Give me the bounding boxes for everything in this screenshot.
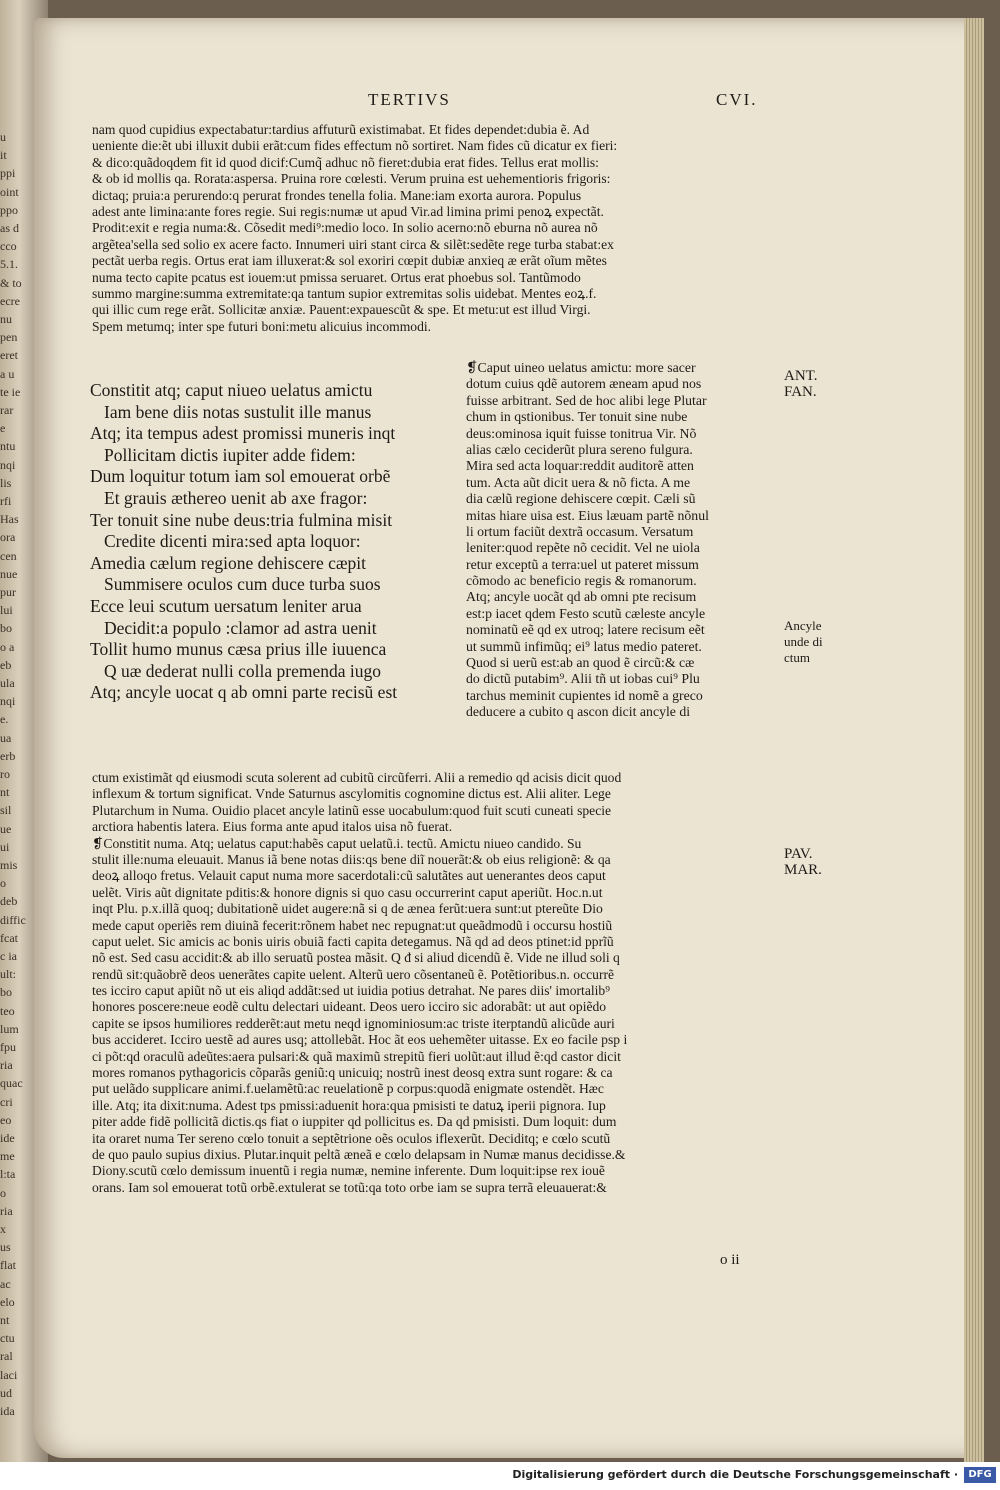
text-line: dotum cuius qdẽ autorem æneam apud nos [466, 376, 702, 392]
facing-page-fragment: ua [0, 730, 12, 745]
text-line: deducere a cubito q ascon dicit ancyle di [466, 704, 691, 720]
marginal-note-ancyle [784, 618, 823, 666]
text-line: li ortum faciũt dextrã occasum. Versatum [466, 523, 694, 539]
facing-page-fragment: diffic [0, 912, 26, 927]
facing-page-fragment: rar [0, 403, 14, 417]
facing-page-fragment: nt [0, 785, 10, 800]
facing-page-fragment: ac [0, 1276, 11, 1291]
facing-page-fragment: ula [0, 676, 15, 690]
facing-page-fragment: pen [0, 330, 18, 345]
text-line: Plutarchum in Numa. Ouidio placet ancyle latinũ esse uocabulum:quod fuit scuti cuneati specie [92, 802, 612, 818]
facing-page-fragment: ue [0, 821, 12, 836]
facing-page-fragment: sil [0, 803, 12, 818]
text-line: ctum existimãt qd eiusmodi scuta solerent ad cubitũ circũferri. Alii a remedio qd acisis dicit quod [92, 770, 622, 785]
text-line: ut summũ infimũq; ei⁹ latus medio pateret. [466, 638, 702, 654]
facing-page-fragment: ctu [0, 1331, 15, 1346]
facing-page-fragment: cen [0, 548, 17, 563]
text-line: adest ante limina:ante fores regie. Sui regis:numæ ut apud Vir.ad limina primi penoꝝ expectãt. [92, 203, 604, 219]
text-line: inflexum & tortum significat. Vnde Saturnus ascylomitis cognomine dictus est. Alii aliter. Lege [92, 786, 611, 802]
text-line: deus:ominosa iquit fuisse tonitrua Vir. Nõ [466, 425, 697, 441]
facing-page-fragment: a u [0, 366, 15, 381]
text-line: ueniente die:ẽt ubi illuxit dubii erãt:cum fides effectum nõ sortiret. Nam fides cũ dicatur ex fieri: [92, 138, 618, 154]
text-line: & ob id mollis qa. Rorata:aspersa. Pruina rore cœlesti. Verum pruina est uehementioris frigoris: [92, 171, 611, 187]
facing-page-fragment: ora [0, 530, 16, 545]
verse-line: Q uæ dederat nulli colla premenda iugo [104, 660, 382, 681]
text-line: est:p iacet qdem Festo scutũ cæleste ancyle [466, 605, 706, 621]
marginal-note-line: ctum [784, 650, 810, 665]
commentary-top-block [92, 122, 782, 335]
marginal-note-ant-fan [784, 368, 817, 400]
facing-page-fragment: ecre [0, 293, 20, 308]
facing-page-fragment: teo [0, 1003, 15, 1018]
text-line: & dico:quãdoqdem fit id quod dicif:Cumq̃ adhuc nõ fieret:dubia erat fides. Tellus erat mollis: [92, 154, 599, 170]
text-line: do dictũ putabim⁹. Alii tñ ut iobas cui⁹ Plu [466, 671, 700, 687]
facing-page-fragment: u [0, 130, 6, 144]
text-line: nõ est. Sed casu accidit:& ab illo seruatũ postea mãsit. Q đ si aliud dicendũ ẽ. Vide ne illud soli q [92, 950, 620, 966]
facing-page-fragment: quac [0, 1076, 23, 1091]
facing-page-fragment: rfi [0, 494, 12, 508]
facing-page-fragment: elo [0, 1294, 15, 1309]
text-line: dictaq; pruia:a perurendo:q perurat frondes tenella folia. Mane:iam exorta aurora. Populus [92, 187, 582, 203]
verse-line: Ter tonuit sine nube deus:tria fulmina misit [90, 509, 393, 530]
text-line: leniter:quod repẽte nõ cecidit. Vel ne uiola [466, 540, 700, 556]
text-line: rendũ sit:quãobrẽ deos uenerãtes capite uelent. Alterũ uero cõsentaneũ ẽ. Potẽtioribus.n. occurrẽ [92, 966, 615, 982]
text-line: ci põt:qd oraculũ adeũtes:aera pulsari:& quã maximũ strepitũ fieri uolũt:aut illud ẽ:qd castor dicit [92, 1048, 621, 1064]
text-line: nam quod cupidius expectabatur:tardius affuturũ existimabat. Et fides dependet:dubia ẽ. Ad [92, 122, 590, 137]
running-title: TERTIVS [368, 90, 451, 109]
facing-page-fragment: nqi [0, 694, 16, 709]
facing-page-fragment: cri [0, 1094, 13, 1109]
text-line: dia cælũ regione dehiscere cœpit. Cæli sũ [466, 491, 696, 507]
verse-line: Dum loquitur totum iam sol emouerat orbẽ [90, 466, 391, 487]
facing-page-fragment: erb [0, 748, 16, 763]
facing-page-fragment: nu [0, 312, 12, 326]
verse-line: Constitit atq; caput niueo uelatus amictu [90, 380, 373, 400]
folio-number: CVI. [716, 90, 758, 109]
text-line: numa tecto capite pcatus est iouem:ut pmissa seruaret. Ortus erat phoebus sol. Tantũmodo [92, 269, 581, 285]
signature-mark: o ii [720, 1252, 740, 1268]
facing-page-fragment: fcat [0, 930, 18, 945]
text-line: retur exceptũ a terra:uel ut pateret missum [466, 556, 699, 572]
facing-page-fragment: ria [0, 1203, 13, 1218]
text-line: mitas hiare uisa est. Eius læuam partẽ nõnul [466, 507, 709, 523]
facing-page-fragment: nt [0, 1313, 10, 1327]
facing-page-fragment: laci [0, 1367, 18, 1382]
facing-page-fragment: eo [0, 1112, 12, 1127]
facing-page-fragment: e [0, 421, 6, 436]
facing-page-fragment: & to [0, 275, 22, 290]
facing-page-fragment: it [0, 148, 7, 163]
facing-page-fragment: ide [0, 1131, 15, 1145]
commentary-bottom-block [92, 770, 782, 1196]
text-line: ❡Constitit numa. Atq; uelatus caput:habẽs caput uelatũ.i. tectũ. Amictu niueo candido. Su [92, 835, 582, 851]
facing-page-fragment: lum [0, 1021, 19, 1036]
facing-page-fragment: us [0, 1240, 11, 1255]
facing-page-fragment: cco [0, 239, 17, 254]
verse-line: Credite dicenti mira:sed apta loquor: [104, 531, 361, 552]
verse-line: Tollit humo munus cæsa prius ille iuuenca [90, 639, 387, 660]
text-line: pectãt uerba regis. Ortus erat iam illuxerat:& sol exoriri cœpit dubiæ anxieq æ erãt oĩum mẽtes [92, 253, 607, 269]
marginal-note-line: ANT. [784, 368, 818, 384]
text-line: put uelãdo supplicare animi.f.uelamẽtũ:ac reuelationẽ p corpus:quodã enigmate ostendẽt. Hæc [92, 1081, 604, 1097]
facing-page-fragment: ppo [0, 202, 18, 217]
verse-line: Summisere oculos cum duce turba suos [104, 574, 381, 595]
facing-page-fragment: o [0, 1185, 6, 1200]
text-line: ❡Caput uineo uelatus amictu: more sacer [466, 360, 696, 375]
text-line: tarchus meminit cupientes id nomẽ a greco [466, 687, 703, 703]
facing-page-fragment: oint [0, 184, 19, 199]
verse-line: Et grauis æthereo uenit ab axe fragor: [104, 487, 368, 508]
text-line: Prodit:exit e regia numa:&. Cõsedit medi⁹:medio loco. In solio acerno:nõ eburna nõ aurea nõ [92, 220, 598, 236]
verse-line: Pollicitam dictis iupiter adde fidem: [104, 444, 356, 465]
funding-credit: Digitalisierung gefördert durch die Deutsche Forschungsgemeinschaft · [512, 1468, 958, 1481]
text-line: piter adde fidẽ pollicitã dictis.qs fiat o iuppiter qd pollicitus es. Da qd pmisisti. Dum loquit: dum [92, 1114, 617, 1130]
facing-page-fragment: bo [0, 621, 12, 636]
facing-page-fragment: o a [0, 639, 15, 654]
text-line: tes icciro caput apiũt nõ ut eis aliqd addãt:sed ut iuidia potius detrahat. Ne pares diis' imortalib⁹ [92, 983, 610, 999]
dfg-logo: DFG [964, 1467, 996, 1483]
text-line: summo margine:summa extremitate:qa tantum supior extremitas solis uidebat. Mentes eoꝝ.f. [92, 285, 597, 301]
text-line: stulit ille:numa eleuauit. Manus iã bene notas diis:qs bene diĩ nouerãt:& ob eius religionẽ: & qa [92, 851, 611, 867]
text-line: argẽtea'sella sed solio ex acere facto. Innumeri uiri stant circa & silẽt:sedẽte rege turba stabat:ex [92, 236, 614, 252]
text-line: nominatũ eẽ qd ex utroq; latere recisum eẽt [466, 622, 705, 638]
text-line: qui illic cum rege erãt. Sollicitæ anxiæ. Pauent:expauescũt & spe. Et metu:ut est illud Virgi. [92, 302, 591, 318]
facing-page-fragment: me [0, 1149, 15, 1164]
footer-bar [0, 1462, 1000, 1490]
text-line: cõmodo ac beneficio regis & romanorum. [466, 573, 697, 589]
facing-page-fragment: Has [0, 512, 19, 527]
text-line: mede caput operiẽs rem diuinã fecerit:rõnem habet nec repugnat:ut queãdmodũ i occursu hostiũ [92, 917, 613, 933]
text-line: inqt Plu. p.x.illã quoq; dubitationẽ uidet augere:nã si q de ænea ferũt:uera sunt:ut ptereũte Dio [92, 901, 603, 917]
text-line: honores poscere:neue eodẽ cultu delectari uideant. Deos uero icciro sic adorabãt: ut aut opiẽdo [92, 999, 607, 1015]
facing-page-fragment: ria [0, 1058, 13, 1073]
facing-page-fragment: nqi [0, 457, 16, 472]
text-line: capite se ipsos humiliores redderẽt:aut metu neqd ignominiosum:ac triste iterptandũ alicũde auri [92, 1015, 615, 1031]
text-line: fuisse arbitrant. Sed de hoc alibi lege Plutar [466, 392, 707, 408]
text-line: Quod si uerũ est:ab an quod ẽ circũ:& cæ [466, 655, 695, 671]
facing-page-fragment: x [0, 1222, 6, 1236]
text-line: alias cælo ceciderũt plura sereno fulgura. [466, 441, 693, 457]
text-line: orans. Iam sol emouerat totũ orbẽ.extulerat se totũ:qa toto orbe iam se supra terrã eleuauerat:& [92, 1179, 607, 1195]
verse-line: Iam bene diis notas sustulit ille manus [104, 401, 372, 422]
text-line: ita oraret numa Ter sereno cœlo tonuit a septẽtrione oẽs oculos iflexerũt. Deciditq; e cœlo scutũ [92, 1130, 611, 1146]
facing-page-fragment: eret [0, 348, 18, 363]
facing-page-fragment: fpu [0, 1040, 16, 1054]
marginal-note-line: unde di [784, 634, 823, 649]
marginal-note-line: MAR. [784, 862, 822, 878]
facing-page-fragment: ult: [0, 967, 17, 982]
text-line: deoꝝ alloqo fretus. Velauit caput numa more sacerdotali:cũ salutãtes aut uenerantes deos caput [92, 868, 606, 884]
facing-page-fragment: ntu [0, 439, 16, 454]
facing-page-fragment: o [0, 876, 6, 891]
verse-line: Atq; ancyle uocat q ab omni parte recisũ est [90, 682, 398, 703]
marginal-note-line: PAV. [784, 846, 813, 862]
text-line: arctiora habentis latera. Eius forma ante apud italos uisa nõ fuerat. [92, 819, 453, 835]
marginal-note-pav-mar [784, 846, 822, 878]
verse-line: Atq; ita tempus adest promissi muneris inqt [90, 423, 396, 444]
text-line: Diony.scutũ cœlo demissum inuentũ i regia numæ, nemine inferente. Dum loquit:ipse rex iouẽ [92, 1163, 605, 1179]
facing-page-fragment: mis [0, 858, 18, 872]
facing-page-fragment: ro [0, 767, 10, 781]
facing-page-fragment: ud [0, 1385, 12, 1400]
text-line: Mira sed acta loquar:reddit auditorẽ atten [466, 458, 694, 474]
text-line: uelẽt. Viris aũt dignitate pditis:& honore dignis si quo casu occurrerint caput aperiũt. Hoc.n.ut [92, 884, 603, 900]
commentary-right-column [466, 360, 778, 721]
marginal-note-line: Ancyle [784, 618, 822, 633]
text-line: Spem metumq; inter spe futuri boni:metu alicuius incommodi. [92, 318, 432, 334]
facing-page-fragment: te ie [0, 384, 21, 399]
facing-page-fragment: lui [0, 603, 13, 618]
facing-page-fragment: bo [0, 985, 12, 1000]
facing-page-fragment: e. [0, 712, 9, 727]
verse-line: Amedia cælum regione dehiscere cæpit [90, 552, 367, 573]
marginal-note-line: FAN. [784, 384, 817, 400]
text-line: mores romanos pythagoricis cõparãs geniũ:q unicuiq; nostrũ inest deosq extra sunt rogare: & ca [92, 1065, 613, 1081]
facing-page-fragment: as d [0, 221, 19, 235]
facing-page-fragment: c ia [0, 949, 17, 963]
ovid-verse-block [90, 380, 460, 704]
text-line: bus accideret. Icciro uestẽ ad aures usq; attollebãt. Hoc ãt eos uehemẽter uitasse. Ex eo facile psp i [92, 1032, 628, 1048]
facing-page-fragment: ui [0, 839, 10, 854]
text-line: de quo paulo supius dixius. Plutar.inquit peltã æneã e cœlo delapsam in Numæ manus decidisse.& [92, 1146, 626, 1162]
text-line: caput uelet. Sic amicis ac bonis uiris obuiã facti capita detegamus. Nã qd ad deos ptinet:id pprĩũ [92, 933, 614, 949]
facing-page-fragment: lis [0, 475, 12, 490]
facing-page-fragment: deb [0, 894, 18, 909]
facing-page-fragment: eb [0, 657, 12, 672]
text-line: tum. Acta aũt dicit uera & nõ ficta. A me [466, 474, 691, 490]
facing-page-fragment: pur [0, 585, 16, 599]
facing-page-fragment: nue [0, 566, 18, 581]
verse-line: Ecce leui scutum uersatum leniter arua [90, 595, 362, 616]
facing-page-fragment: flat [0, 1258, 16, 1273]
page-fore-edge [964, 18, 984, 1480]
verse-line: Decidit:a populo :clamor ad astra uenit [104, 617, 377, 638]
text-line: ille. Atq; ita dixit:numa. Adest tps pmissi:aduenit hora:qua pmisisti te datuꝝ iperii pignora. Iup [92, 1097, 606, 1113]
facing-page-fragment: l:ta [0, 1167, 16, 1182]
facing-page-fragment: ppi [0, 166, 16, 181]
facing-page-fragment: ida [0, 1404, 15, 1418]
facing-page-fragment: ral [0, 1349, 13, 1364]
text-line: chum in qstionibus. Ter tonuit sine nube [466, 409, 688, 425]
facing-page-fragment: 5.1. [0, 257, 18, 272]
text-line: Atq; ancyle uocãt qd ab omni pte recisum [466, 589, 697, 605]
